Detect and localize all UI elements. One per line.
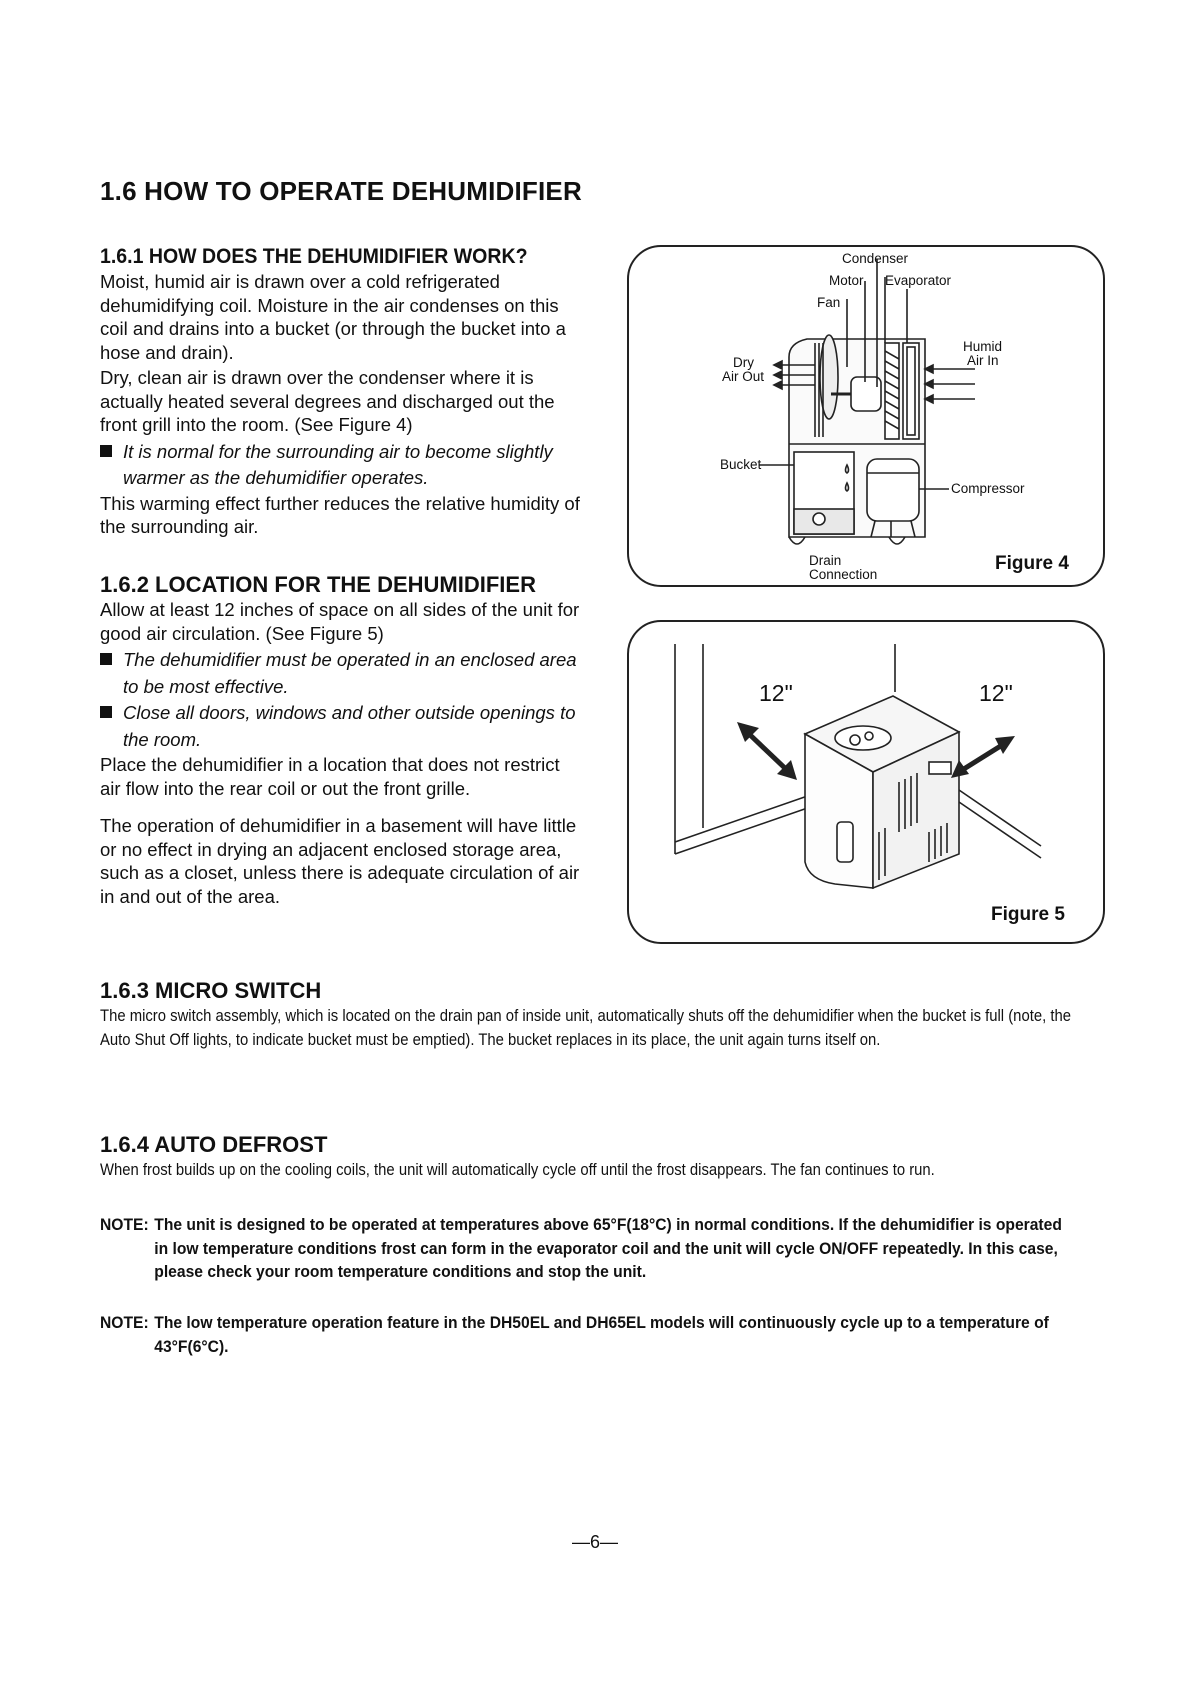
paragraph: Moist, humid air is drawn over a cold refrigerated dehumidifying coil. Moisture in the air condenses on this coil and drains into a bucket (or through the bucket into a hose and drain). xyxy=(100,271,566,363)
bullet-item: The dehumidifier must be operated in an enclosed area to be most effective. xyxy=(100,647,580,700)
paragraph: The operation of dehumidifier in a basement will have little or no effect in drying an adjacent enclosed storage area, such as a closet, unless there is adequate circulation of air in and out of the area. xyxy=(100,815,580,907)
note-2 xyxy=(100,1311,1077,1358)
paragraph: Dry, clean air is drawn over the condenser where it is actually heated several degrees and discharged out the front grill into the room. (See Figure 4) xyxy=(100,367,555,435)
label-motor: Motor xyxy=(829,273,864,288)
figure-4-caption: Figure 4 xyxy=(995,553,1069,574)
label-bucket: Bucket xyxy=(720,457,762,472)
section-heading-how-it-works: 1.6.1 HOW DOES THE DEHUMIDIFIER WORK? xyxy=(100,245,528,268)
section-how-it-works xyxy=(100,270,580,539)
section-heading-micro-switch: 1.6.3 MICRO SWITCH xyxy=(100,978,322,1003)
paragraph: This warming effect further reduces the relative humidity of the surrounding air. xyxy=(100,492,580,537)
label-evaporator: Evaporator xyxy=(885,273,952,288)
label-condenser: Condenser xyxy=(842,251,909,266)
dehumidifier-cutaway-diagram xyxy=(629,247,1103,585)
section-heading-location: 1.6.2 LOCATION FOR THE DEHUMIDIFIER xyxy=(100,572,536,597)
page-number: —6— xyxy=(571,1532,618,1552)
figure-5-caption: Figure 5 xyxy=(991,904,1065,925)
section-micro-switch-text: The micro switch assembly, which is located on the drain pan of inside unit, automatically shuts off the dehumidifier when the bucket is full (note, the Auto Shut Off lights, to indicate bucket must be emptied). The bucket replaces in its place, the unit again turns itself on. xyxy=(100,1007,1071,1049)
note-label: NOTE: xyxy=(100,1313,149,1332)
bullet-item: It is normal for the surrounding air to become slightly warmer as the dehumidifier operates. xyxy=(100,439,580,491)
paragraph: Allow at least 12 inches of space on all sides of the unit for good air circulation. (See Figure 5) xyxy=(100,599,580,644)
figure-4 xyxy=(627,245,1105,587)
section-heading-auto-defrost: 1.6.4 AUTO DEFROST xyxy=(100,1132,328,1157)
bullet-item: Close all doors, windows and other outside openings to the room. xyxy=(100,700,580,753)
note-text: The low temperature operation feature in the DH50EL and DH65EL models will continuously cycle up to a temperature of 43°F(6°C). xyxy=(154,1313,1049,1356)
label-air-in: Air In xyxy=(967,353,999,368)
label-fan: Fan xyxy=(817,295,841,310)
label-connection: Connection xyxy=(809,567,878,582)
note-label: NOTE: xyxy=(100,1215,149,1234)
section-location xyxy=(100,598,580,908)
label-dry: Dry xyxy=(733,355,754,370)
note-text: The unit is designed to be operated at temperatures above 65°F(18°C) in normal conditions. If the dehumidifier is operated in low temperature conditions frost can form in the evaporator coil and the unit will cycle ON/OFF repeatedly. In this case, please check your room temperature conditions and stop the unit. xyxy=(154,1215,1062,1281)
section-auto-defrost-text: When frost builds up on the cooling coils, the unit will automatically cycle off until the frost disappears. The fan continues to run. xyxy=(100,1161,935,1179)
room-placement-diagram xyxy=(629,622,1103,942)
label-drain: Drain xyxy=(809,553,842,568)
paragraph: Place the dehumidifier in a location that does not restrict air flow into the rear coil or out the front grille. xyxy=(100,754,560,799)
clearance-right: 12" xyxy=(979,680,1013,706)
figure-5 xyxy=(627,620,1105,944)
label-air-out: Air Out xyxy=(722,369,765,384)
label-humid: Humid xyxy=(963,339,1003,354)
note-1 xyxy=(100,1213,1077,1284)
clearance-left: 12" xyxy=(759,680,793,706)
page-title: 1.6 HOW TO OPERATE DEHUMIDIFIER xyxy=(100,176,582,206)
label-compressor: Compressor xyxy=(951,481,1025,496)
